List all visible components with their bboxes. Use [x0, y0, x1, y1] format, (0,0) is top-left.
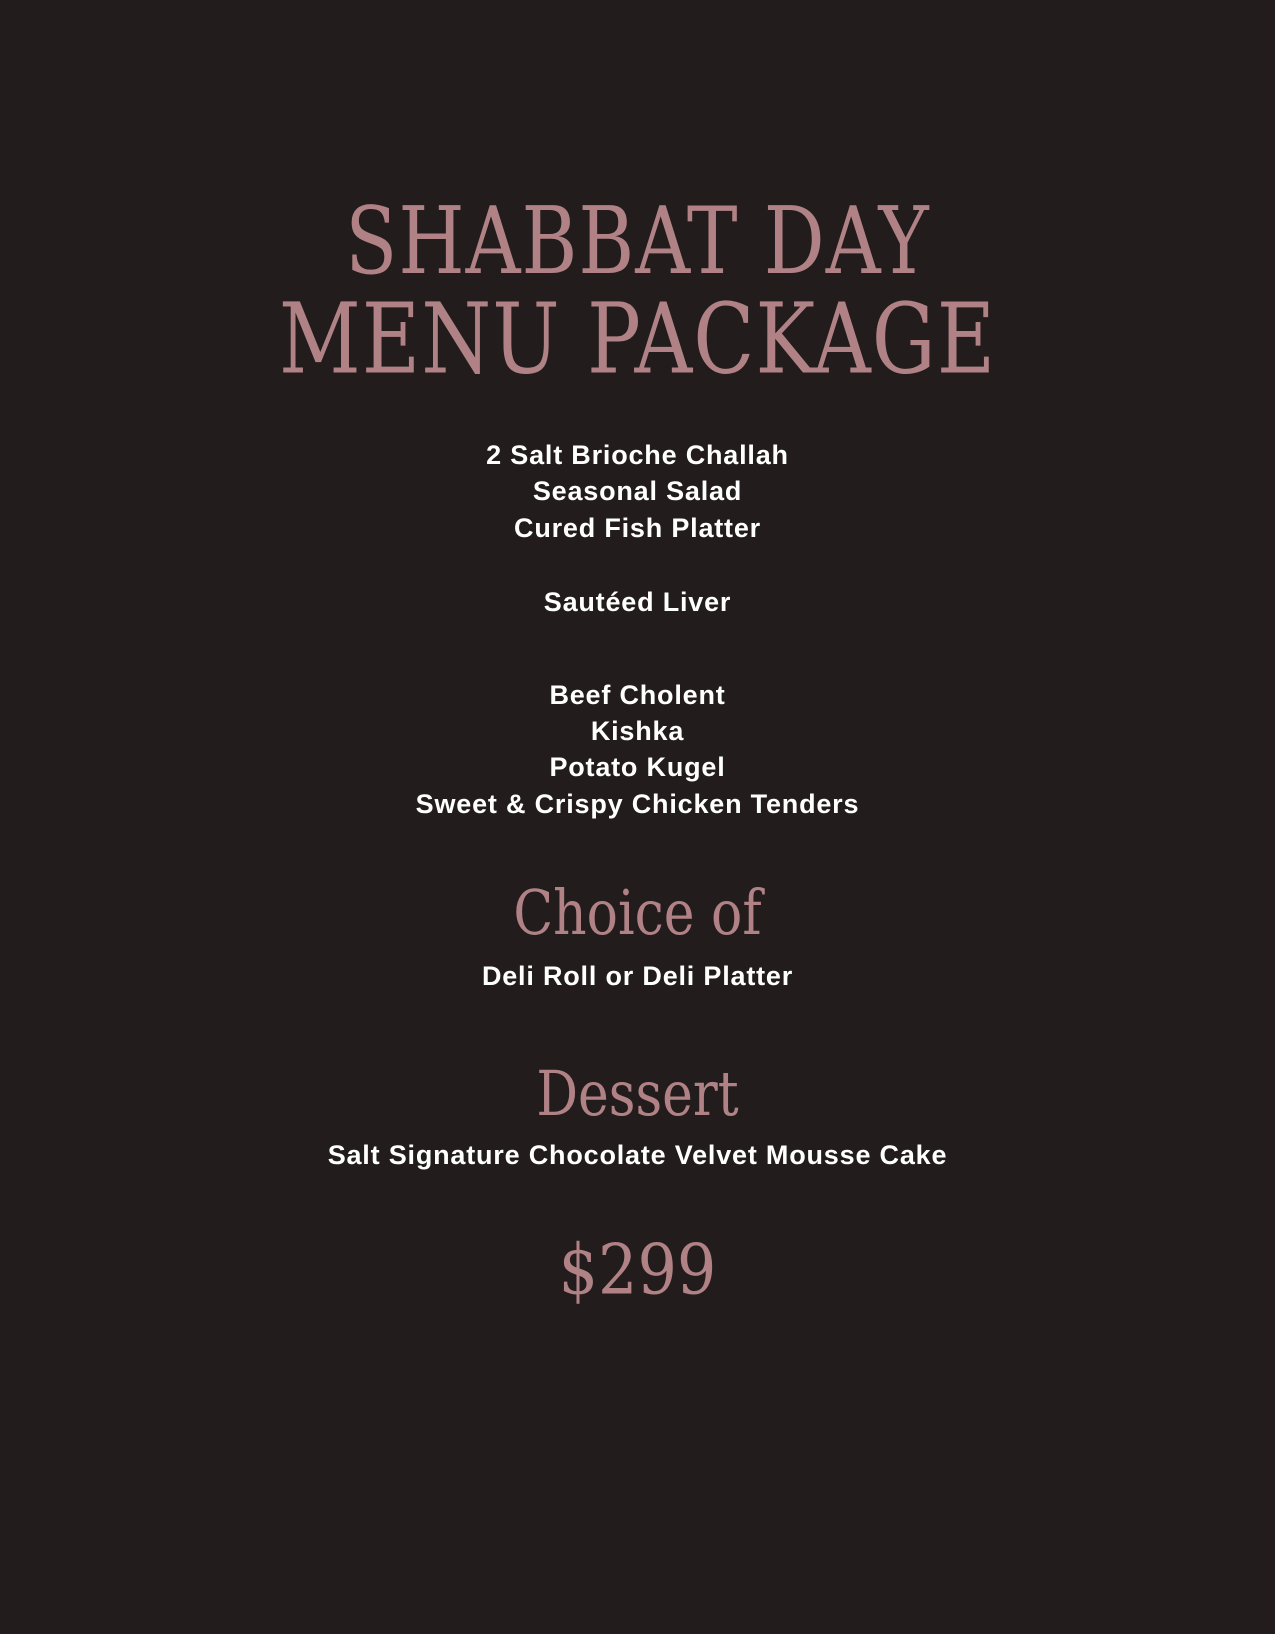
dessert-heading: Dessert [536, 1059, 739, 1131]
choice-heading: Choice of [513, 878, 762, 950]
choice-section [481, 878, 794, 994]
choice-items [482, 958, 793, 994]
menu-item: Chocolate Velvet Mousse Cake [528, 1139, 948, 1170]
page-title [278, 186, 997, 397]
course-second [544, 584, 731, 620]
menu-item-separator: or [605, 961, 635, 992]
dessert-items [328, 1137, 948, 1173]
menu-item: Sweet & Crispy Chicken Tenders [415, 788, 860, 819]
dessert-section [327, 1059, 948, 1173]
course-appetizers [486, 437, 789, 546]
menu-item: Deli Roll [481, 961, 598, 992]
course-mains [416, 677, 860, 823]
menu-item: Kishka [590, 716, 685, 747]
menu-item: 2 Salt Brioche Challah [486, 439, 789, 470]
menu-item: Seasonal Salad [532, 476, 743, 507]
menu-item: Salt Signature [327, 1139, 521, 1170]
menu-item: Potato Kugel [549, 752, 726, 783]
price: $299 [558, 1228, 717, 1311]
menu-item: Sautéed Liver [543, 587, 732, 618]
menu-item: Cured Fish Platter [514, 512, 761, 543]
title-line-2: MENU PACKAGE [278, 282, 997, 397]
menu-item: Beef Cholent [549, 679, 726, 710]
title-line-1: SHABBAT DAY [345, 186, 930, 295]
menu-item: Deli Platter [642, 961, 794, 992]
